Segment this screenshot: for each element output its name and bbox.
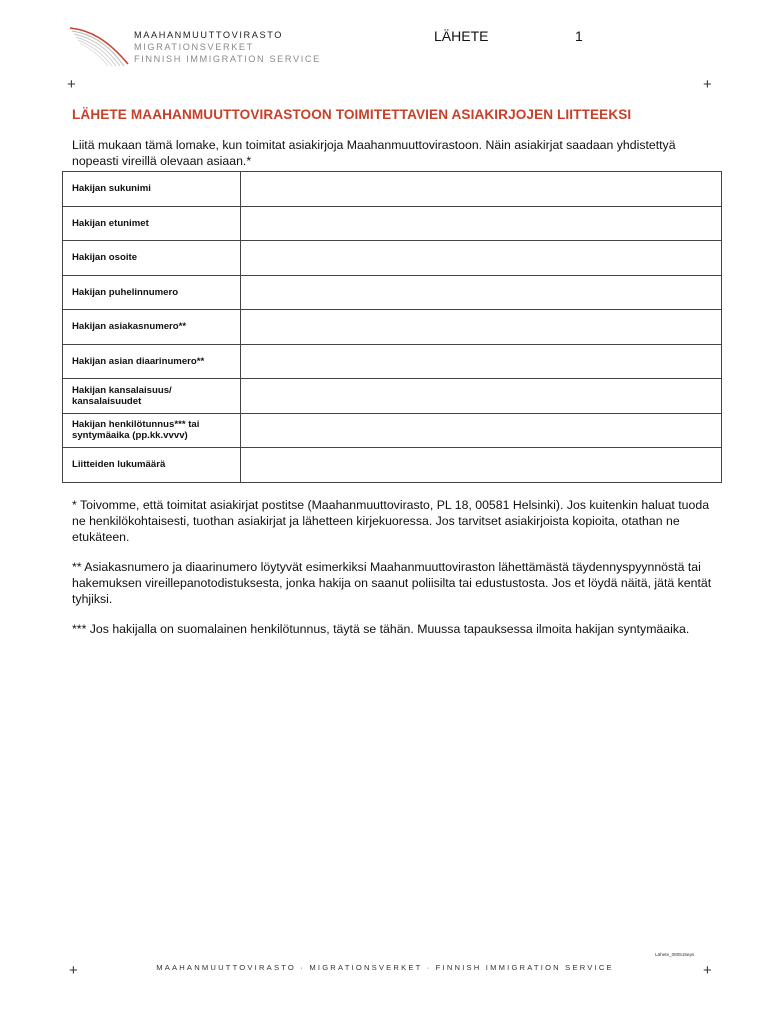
form-row-address bbox=[63, 241, 722, 276]
surname-field[interactable] bbox=[241, 172, 722, 207]
logo-line-2: MIGRATIONSVERKET bbox=[134, 42, 254, 52]
form-code: Lähete_080515eps bbox=[655, 952, 695, 957]
footnote-1: * Toivomme, että toimitat asiakirjat postitse (Maahanmuuttovirasto, PL 18, 00581 Helsinki). Jos kuitenkin haluat tuoda ne henkilökohtaisesti, tuothan asiakirjat ja lähetteen kirjekuoressa. Jos tarvitset asiakirjoista kopioita, otathan ne etukäteen. bbox=[72, 498, 710, 544]
first-names-field[interactable] bbox=[241, 206, 722, 241]
logo-line-3: FINNISH IMMIGRATION SERVICE bbox=[134, 54, 321, 64]
crop-mark-top-right: + bbox=[703, 76, 712, 93]
footnote-2: ** Asiakasnumero ja diaarinumero löytyvät esimerkiksi Maahanmuuttoviraston lähettämästä täydennyspyynnöstä tai hakemuksen vireillepanotodistuksesta, jonka hakija on saanut poliisilta tai edustustosta. Jos et löydä näitä, jätä kentät tyhjiksi. bbox=[72, 560, 712, 606]
field-label: Hakijan kansalaisuus/ kansalaisuudet bbox=[63, 379, 241, 414]
field-label: Hakijan etunimet bbox=[63, 206, 241, 241]
form-row-first-names bbox=[63, 206, 722, 241]
phone-field[interactable] bbox=[241, 275, 722, 310]
bird-wing-logo-icon bbox=[68, 24, 134, 70]
crop-mark-bottom-right: + bbox=[703, 962, 712, 979]
attachment-count-field[interactable] bbox=[241, 448, 722, 483]
logo-line-1: MAAHANMUUTTOVIRASTO bbox=[134, 30, 283, 40]
document-type: LÄHETE bbox=[434, 28, 489, 44]
personal-id-field[interactable] bbox=[241, 413, 722, 448]
customer-number-field[interactable] bbox=[241, 310, 722, 345]
form-row-phone bbox=[63, 275, 722, 310]
intro-text: Liitä mukaan tämä lomake, kun toimitat asiakirjoja Maahanmuuttovirastoon. Näin asiakirjat saadaan yhdistettyä nopeasti vireillä olevaan asiaan.* bbox=[72, 138, 676, 168]
page-title: LÄHETE MAAHANMUUTTOVIRASTOON TOIMITETTAVIEN ASIAKIRJOJEN LIITTEEKSI bbox=[72, 107, 632, 122]
crop-mark-bottom-left: + bbox=[69, 962, 78, 979]
field-label: Liitteiden lukumäärä bbox=[63, 448, 241, 483]
field-label: Hakijan asiakasnumero** bbox=[63, 310, 241, 345]
field-label: Hakijan henkilötunnus*** tai syntymäaika (pp.kk.vvvv) bbox=[63, 413, 241, 448]
field-label: Hakijan osoite bbox=[63, 241, 241, 276]
page-number: 1 bbox=[575, 28, 583, 44]
form-row-nationality bbox=[63, 379, 722, 414]
footnotes bbox=[72, 497, 722, 651]
footnote-3: *** Jos hakijalla on suomalainen henkilötunnus, täytä se tähän. Muussa tapauksessa ilmoita hakijan syntymäaika. bbox=[72, 622, 690, 636]
form-row-customer-number bbox=[63, 310, 722, 345]
page-footer: MAAHANMUUTTOVIRASTO · MIGRATIONSVERKET · FINNISH IMMIGRATION SERVICE bbox=[156, 963, 614, 972]
address-field[interactable] bbox=[241, 241, 722, 276]
agency-logo bbox=[68, 24, 321, 74]
form-row-personal-id bbox=[63, 413, 722, 448]
form-row-record-number bbox=[63, 344, 722, 379]
crop-mark-top-left: + bbox=[67, 76, 76, 93]
form-row-attachment-count bbox=[63, 448, 722, 483]
field-label: Hakijan asian diaarinumero** bbox=[63, 344, 241, 379]
field-label: Hakijan puhelinnumero bbox=[63, 275, 241, 310]
form-row-surname bbox=[63, 172, 722, 207]
field-label: Hakijan sukunimi bbox=[63, 172, 241, 207]
record-number-field[interactable] bbox=[241, 344, 722, 379]
nationality-field[interactable] bbox=[241, 379, 722, 414]
applicant-form bbox=[62, 171, 722, 483]
